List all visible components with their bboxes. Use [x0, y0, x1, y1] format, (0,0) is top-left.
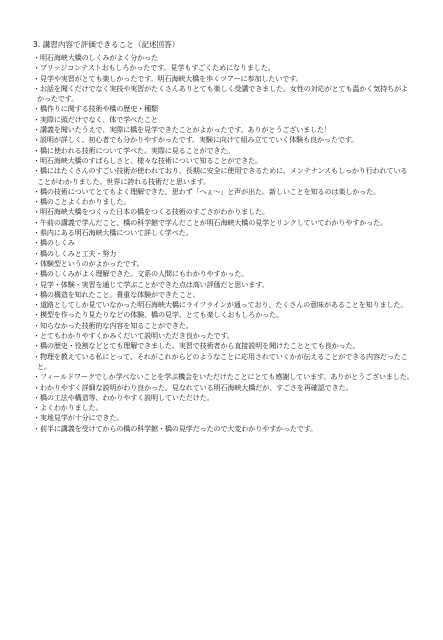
- list-item: ・実地見学が十分にできた。: [33, 413, 124, 423]
- list-item: ・道路としてしか見ていなかった明石海峡大橋にライフラインが通っており、たくさんの意味があることを知りました。: [33, 300, 408, 310]
- list-item: ・橋のしくみ: [33, 238, 75, 248]
- list-item: ・とてもわかりやすくかみくだいて説明いただき良かったです。: [33, 331, 234, 341]
- list-item: ・ブリッジコンテストおもしろかったです。見学もすごくためになりました。: [33, 63, 275, 73]
- list-item: ・説明が詳しく、初心者でも分かりやすかったです。実験に向けて組み立てていく体験も良かったです。: [33, 135, 359, 145]
- list-item: ・県内にある明石海峡大橋について詳しく学べた。: [33, 228, 193, 238]
- list-item: ・見学・体験・実習を通じて学ぶことができた点は高い評価だと思います。: [33, 279, 269, 289]
- list-item: ・前半に講義を受けてからの橋の科学館・橋の見学だったので大変わかりやすかったです。: [33, 423, 318, 433]
- list-item: ・午前の講義で学んだこと、橋の科学館で学んだことが明石海峡大橋の見学とリンクしていてわかりやすかった。: [33, 217, 387, 227]
- list-item: ・実際に頭だけでなく、体で学べたこと: [33, 114, 158, 124]
- list-item: ・わかりやすく詳細な説明がわり良かった。見なれている明石海峡大橋だが、すごさを再確認できた。: [33, 382, 353, 392]
- list-item: ・講義を聞いたうえで、実際に橋を見学できたことがよかったです。ありがとうございました！: [33, 125, 331, 135]
- list-item: ・橋にはたくさんのすごい技術が使われており、長期に安全に使用できるために、メンテナンスもしっかり行われていることがわかりました。世界に誇れる技術だと思います。: [33, 166, 408, 186]
- comment-list: [33, 53, 414, 434]
- list-item: ・体験型というのがよかったです。: [33, 258, 144, 268]
- list-item: ・橋のことよくわかりました。: [33, 197, 131, 207]
- list-item: ・物理を教えている私にとって、それがこれからどのようなことに応用されていくかが伝えることができる内容だったこと。: [33, 351, 408, 371]
- list-item: ・橋の工法や構造等、わかりやすく説明していただけた。: [33, 392, 214, 402]
- list-item: ・見学や実習がとても楽しかったです。明石海峡大橋を歩くツアーに参加したいです。: [33, 73, 303, 83]
- list-item: ・橋の技術についてとてもよく理解できた。思わず「へぇ～」と声が出た。新しいことを知るのは楽しかった。: [33, 186, 381, 196]
- list-item: ・知らなかった技術的な内容を知ることができた。: [33, 320, 193, 330]
- section-heading: 3. 講習内容で評価できること（記述回答）: [33, 40, 180, 49]
- list-item: ・フィールドワークでしか学べないことを学ぶ機会をいただけたことにとても感謝しています。ありがとうございました。: [33, 372, 414, 382]
- list-item: ・橋のしくみがよく理解できた。文系の人間にもわかりやすかった。: [33, 269, 249, 279]
- list-item: ・明石海峡大橋のしくみがよく分かった: [33, 53, 158, 62]
- list-item: ・橋のしくみと工夫・努力: [33, 248, 117, 258]
- list-item: ・よくわかりました。: [33, 403, 103, 413]
- list-item: ・明石海峡大橋をつくった日本の橋をつくる技術のすごさがわかりました。: [33, 207, 269, 217]
- list-item: ・橋に使われる技術について学べた。実際に見ることができた。: [33, 145, 235, 155]
- list-item: ・橋の歴史・役割などとても理解できました。実習で技術者から直接説明を聞けたこととても良かった。: [33, 341, 360, 351]
- list-item: ・模型を作ったり見たりなどの体験、橋の見学、とても楽しくおもしろかった。: [33, 310, 283, 320]
- list-item: ・お話を聞くだけでなく実技や実習がたくさんありとても楽しく受講できました。女性の対応がとても温かく気持ちがよかったです。: [33, 83, 408, 104]
- list-item: ・橋の構造を知れたこと。貴重な体験ができたこと。: [33, 289, 200, 299]
- list-item: ・橋作りに関する技術や橋の歴史・種類: [33, 104, 158, 114]
- list-item: ・明石海峡大橋のすばらしさと、様々な技術について知ることができた。: [33, 155, 262, 165]
